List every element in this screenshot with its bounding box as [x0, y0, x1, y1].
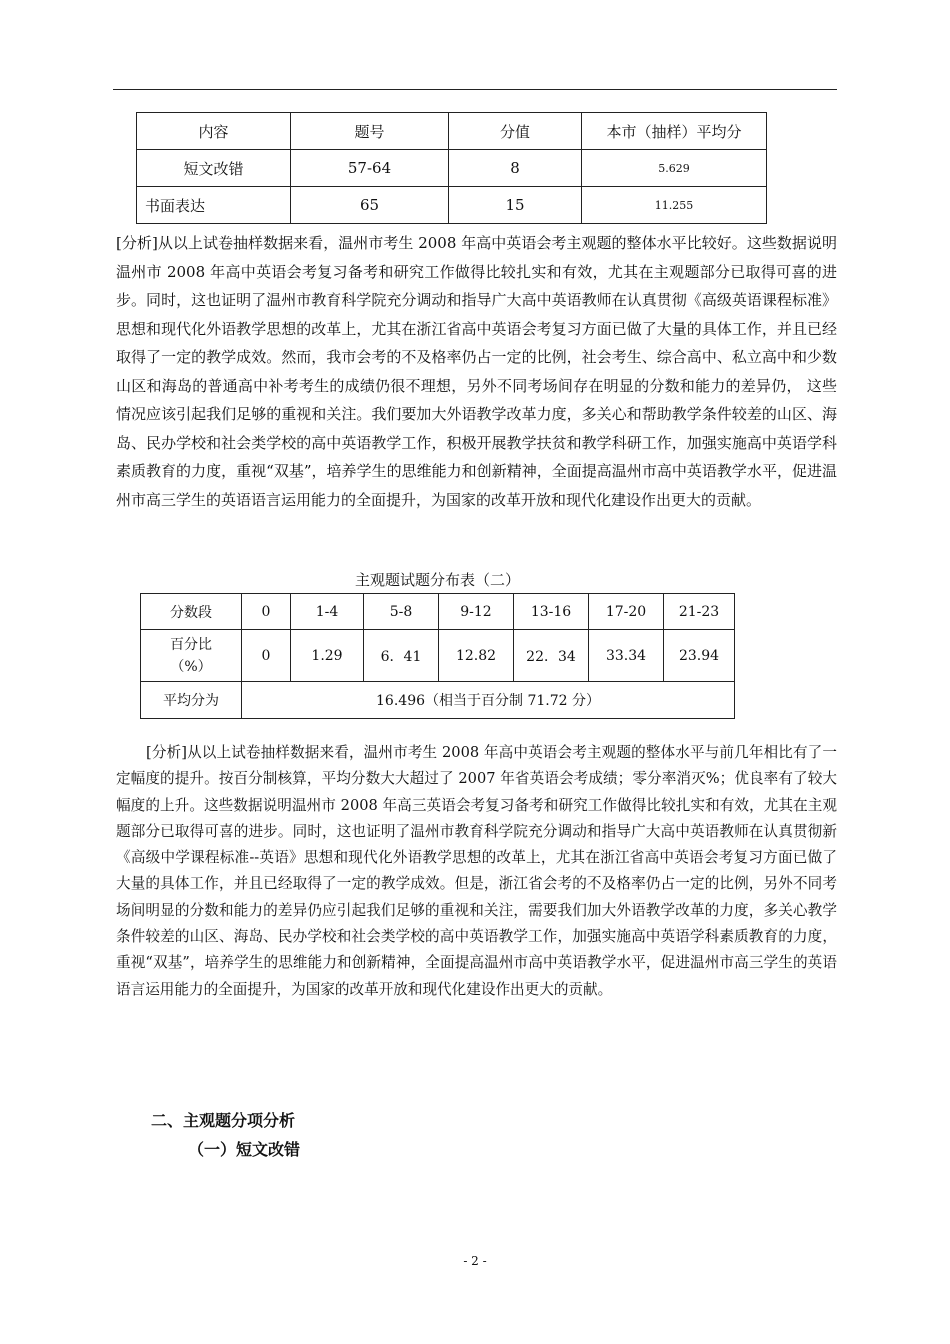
- cell: 17-20: [589, 594, 664, 630]
- table-row: [137, 187, 767, 224]
- cell: 8: [449, 150, 582, 187]
- cell: 23.94: [664, 630, 735, 682]
- cell: 5-8: [364, 594, 439, 630]
- cell: 0: [242, 630, 291, 682]
- scores-table: [136, 112, 767, 224]
- cell: 22．34: [514, 630, 589, 682]
- table-row: [141, 682, 735, 719]
- table-row: [141, 594, 735, 630]
- cell: 12.82: [439, 630, 514, 682]
- table-caption: 主观题试题分布表（二）: [354, 571, 520, 589]
- table-row: [141, 630, 735, 682]
- header-rule: [113, 89, 837, 90]
- cell: 13-16: [514, 594, 589, 630]
- subsection-heading: （一）短文改错: [188, 1140, 301, 1159]
- cell: 6．41: [364, 630, 439, 682]
- row-label: 平均分为: [141, 682, 242, 719]
- section-heading: 二、主观题分项分析: [151, 1111, 296, 1130]
- analysis-paragraph-1: [分析]从以上试卷抽样数据来看，温州市考生 2008 年高中英语会考主观题的整体水平比较好。这些数据说明温州市 2008 年高中英语会考复习备考和研究工作做得比较扎实和有效，尤其在主观题部分已取得可喜的进步。同时，这也证明了温州市教育科学院充分调动和指导广大高中英语教师在认真贯彻《高级英语课程标准》思想和现代化外语教学思想的改革上，尤其在浙江省高中英语会考复习方面已做了大量的具体工作，并且已经取得了一定的教学成效。然而，我市会考的不及格率仍占一定的比例，社会考生、综合高中、私立高中和少数山区和海岛的普通高中补考考生的成绩仍很不理想，另外不同考场间存在明显的分数和能力的差异仍， 这些情况应该引起我们足够的重视和关注。我们要加大外语教学改革力度，多关心和帮助教学条件较差的山区、海岛、民办学校和社会类学校的高中英语教学工作，积极开展教学扶贫和教学科研工作，加强实施高中英语学科素质教育的力度，重视“双基”，培养学生的思维能力和创新精神，全面提高温州市高中英语教学水平，促进温州市高三学生的英语语言运用能力的全面提升，为国家的改革开放和现代化建设作出更大的贡献。: [116, 234, 837, 509]
- header-average: 本市（抽样）平均分: [582, 113, 767, 150]
- cell: 1.29: [291, 630, 364, 682]
- header-points: 分值: [449, 113, 582, 150]
- cell: 短文改错: [137, 150, 291, 187]
- analysis-paragraph-2: [分析]从以上试卷抽样数据来看，温州市考生 2008 年高中英语会考主观题的整体水平与前几年相比有了一定幅度的提升。按百分制核算，平均分数大大超过了 2007 年省英语会考成绩；零分率消灭%；优良率有了较大幅度的上升。这些数据说明温州市 2008 年高三英语会考复习备考和研究工作做得比较扎实和有效，尤其在主观题部分已取得可喜的进步。同时，这也证明了温州市教育科学院充分调动和指导广大高中英语教师在认真贯彻新《高级中学课程标准--英语》思想和现代化外语教学思想的改革上，尤其在浙江省高中英语会考复习方面已做了大量的具体工作，并且已经取得了一定的教学成效。但是，浙江省会考的不及格率仍占一定的比例，另外不同考场间明显的分数和能力的差异仍应引起我们足够的重视和关注，需要我们加大外语教学改革的力度，多关心教学条件较差的山区、海岛、民办学校和社会类学校的高中英语教学工作，加强实施高中英语学科素质教育的力度，重视“双基”，培养学生的思维能力和创新精神，全面提高温州市高中英语教学水平，促进温州市高三学生的英语语言运用能力的全面提升，为国家的改革开放和现代化建设作出更大的贡献。: [116, 744, 837, 998]
- cell: 书面表达: [137, 187, 291, 224]
- cell: 5.629: [582, 150, 767, 187]
- cell: 1-4: [291, 594, 364, 630]
- page-number: - 2 -: [463, 1254, 487, 1268]
- cell: 9-12: [439, 594, 514, 630]
- distribution-table: [140, 593, 735, 719]
- table-row: [137, 150, 767, 187]
- table-header-row: [137, 113, 767, 150]
- cell: 11.255: [582, 187, 767, 224]
- cell: 15: [449, 187, 582, 224]
- average-value: 16.496（相当于百分制 71.72 分）: [242, 682, 735, 719]
- header-question-no: 题号: [291, 113, 449, 150]
- cell: 33.34: [589, 630, 664, 682]
- cell: 0: [242, 594, 291, 630]
- row-label: 分数段: [141, 594, 242, 630]
- cell: 65: [291, 187, 449, 224]
- cell: 21-23: [664, 594, 735, 630]
- cell: 57-64: [291, 150, 449, 187]
- header-content: 内容: [137, 113, 291, 150]
- row-label: 百分比（%）: [141, 630, 242, 682]
